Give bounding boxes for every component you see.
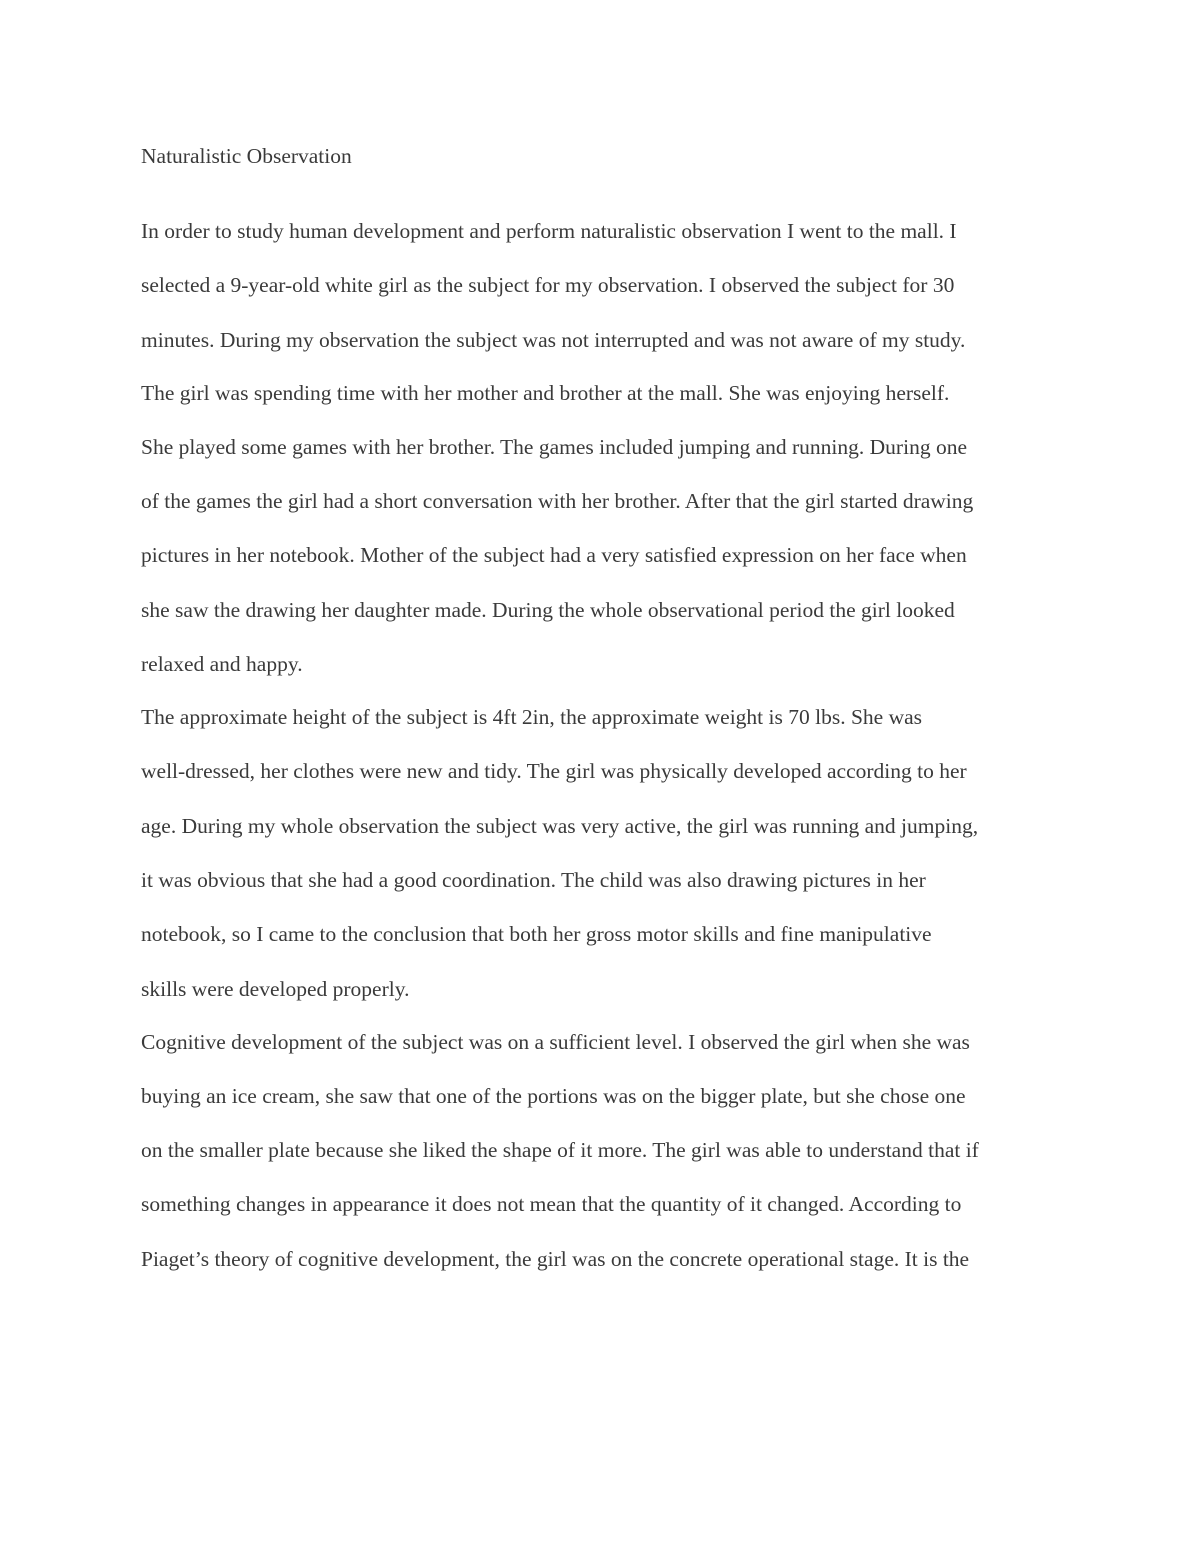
paragraph-line: of the games the girl had a short conversation with her brother. After that the girl started drawing <box>141 489 974 514</box>
paragraph-line: she saw the drawing her daughter made. During the whole observational period the girl looked <box>141 597 955 622</box>
title-spacing <box>141 172 1076 215</box>
paragraph-line: The approximate height of the subject is 4ft 2in, the approximate weight is 70 lbs. She was <box>141 705 923 730</box>
paragraph-line: it was obvious that she had a good coordination. The child was also drawing pictures in her <box>141 867 926 892</box>
paragraph-line: Piaget’s theory of cognitive development, the girl was on the concrete operational stage. It is the <box>141 1246 970 1271</box>
document-body <box>141 140 1076 1275</box>
paragraph-line: buying an ice cream, she saw that one of the portions was on the bigger plate, but she chose one <box>141 1083 966 1108</box>
paragraph-line: notebook, so I came to the conclusion that both her gross motor skills and fine manipulative <box>141 922 932 947</box>
document-title: Naturalistic Observation <box>141 144 352 168</box>
paragraph-1 <box>141 215 1076 356</box>
paragraph-line: skills were developed properly. <box>141 976 410 1001</box>
paragraph-line: The girl was spending time with her mother and brother at the mall. She was enjoying herself. <box>141 380 950 405</box>
paragraph-spacing <box>141 680 1076 701</box>
paragraph-line: She played some games with her brother. The games included jumping and running. During one <box>141 434 967 459</box>
paragraph-3 <box>141 701 1076 1004</box>
paragraph-spacing <box>141 356 1076 377</box>
paragraph-line: In order to study human development and perform naturalistic observation I went to the mall. I <box>141 219 957 243</box>
paragraph-line: something changes in appearance it does not mean that the quantity of it changed. According to <box>141 1192 962 1217</box>
paragraph-line: selected a 9-year-old white girl as the subject for my observation. I observed the subject for 30 <box>141 273 955 298</box>
paragraph-line: Cognitive development of the subject was on a sufficient level. I observed the girl when she was <box>141 1029 970 1054</box>
paragraph-2 <box>141 377 1076 680</box>
paragraph-4 <box>141 1026 1076 1275</box>
paragraph-line: well-dressed, her clothes were new and tidy. The girl was physically developed according to her <box>141 759 967 784</box>
paragraph-line: on the smaller plate because she liked the shape of it more. The girl was able to understand that if <box>141 1138 979 1163</box>
paragraph-line: pictures in her notebook. Mother of the subject had a very satisfied expression on her face when <box>141 543 967 568</box>
paragraph-line: minutes. During my observation the subject was not interrupted and was not aware of my study. <box>141 327 966 352</box>
paragraph-line: relaxed and happy. <box>141 652 303 677</box>
paragraph-spacing <box>141 1005 1076 1026</box>
paragraph-line: age. During my whole observation the subject was very active, the girl was running and jumping, <box>141 813 979 838</box>
